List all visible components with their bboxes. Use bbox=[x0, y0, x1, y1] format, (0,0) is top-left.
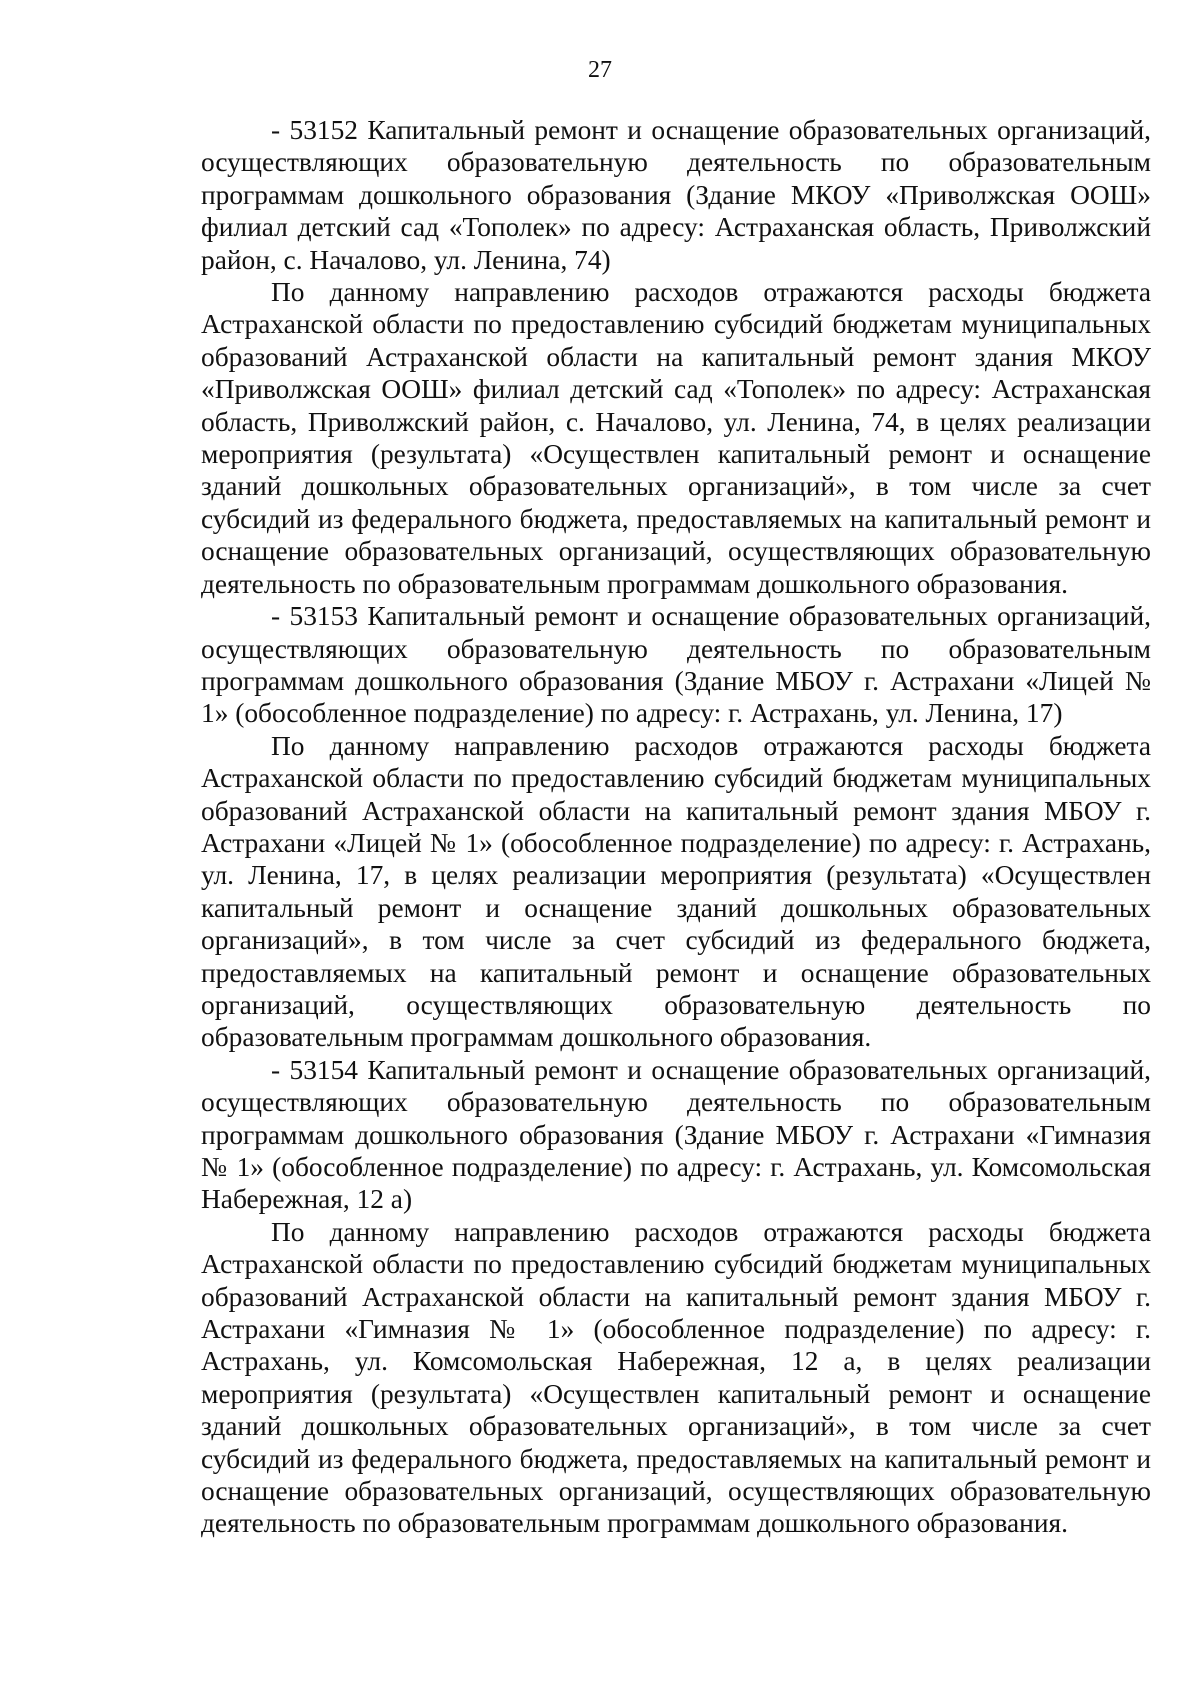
paragraph-53153-description: По данному направлению расходов отражаются расходы бюджета Астраханской области по предоставлению субсидий бюджетам муниципальных образований Астраханской области на капитальный ремонт здания МБОУ г. Астрахани «Лицей № 1» (обособленное подразделение) по адресу: г. Астрахань, ул. Ленина, 17, в целях реализации мероприятия (результата) «Осуществлен капитальный ремонт и оснащение зданий дошкольных образовательных организаций», в том числе за счет субсидий из федерального бюджета, предоставляемых на капитальный ремонт и оснащение образовательных организаций, осуществляющих образовательную деятельность по образовательным программам дошкольного образования. bbox=[201, 730, 1151, 1053]
page-number: 27 bbox=[588, 57, 612, 83]
paragraph-53152-description: По данному направлению расходов отражаются расходы бюджета Астраханской области по предоставлению субсидий бюджетам муниципальных образований Астраханской области на капитальный ремонт здания МКОУ «Приволжская ООШ» филиал детский сад «Тополек» по адресу: Астраханская область, Приволжский район, с. Началово, ул. Ленина, 74, в целях реализации мероприятия (результата) «Осуществлен капитальный ремонт и оснащение зданий дошкольных образовательных организаций», в том числе за счет субсидий из федерального бюджета, предоставляемых на капитальный ремонт и оснащение образовательных организаций, осуществляющих образовательную деятельность по образовательным программам дошкольного образования. bbox=[201, 277, 1151, 599]
paragraph-53154-heading: - 53154 Капитальный ремонт и оснащение образовательных организаций, осуществляющих образовательную деятельность по образовательным программам дошкольного образования (Здание МБОУ г. Астрахани «Гимназия № 1» (обособленное подразделение) по адресу: г. Астрахань, ул. Комсомольская Набережная, 12 а) bbox=[201, 1054, 1151, 1215]
paragraph-53154-description: По данному направлению расходов отражаются расходы бюджета Астраханской области по предоставлению субсидий бюджетам муниципальных образований Астраханской области на капитальный ремонт здания МБОУ г. Астрахани «Гимназия № 1» (обособленное подразделение) по адресу: г. Астрахань, ул. Комсомольская Набережная, 12 а, в целях реализации мероприятия (результата) «Осуществлен капитальный ремонт и оснащение зданий дошкольных образовательных организаций», в том числе за счет субсидий из федерального бюджета, предоставляемых на капитальный ремонт и оснащение образовательных организаций, осуществляющих образовательную деятельность по образовательным программам дошкольного образования. bbox=[201, 1216, 1151, 1539]
document-body bbox=[201, 114, 1151, 1540]
paragraph-53153-heading: - 53153 Капитальный ремонт и оснащение образовательных организаций, осуществляющих образовательную деятельность по образовательным программам дошкольного образования (Здание МБОУ г. Астрахани «Лицей № 1» (обособленное подразделение) по адресу: г. Астрахань, ул. Ленина, 17) bbox=[201, 601, 1151, 729]
paragraph-53152-heading: - 53152 Капитальный ремонт и оснащение образовательных организаций, осуществляющих образовательную деятельность по образовательным программам дошкольного образования (Здание МКОУ «Приволжская ООШ» филиал детский сад «Тополек» по адресу: Астраханская область, Приволжский район, с. Началово, ул. Ленина, 74) bbox=[201, 115, 1151, 275]
